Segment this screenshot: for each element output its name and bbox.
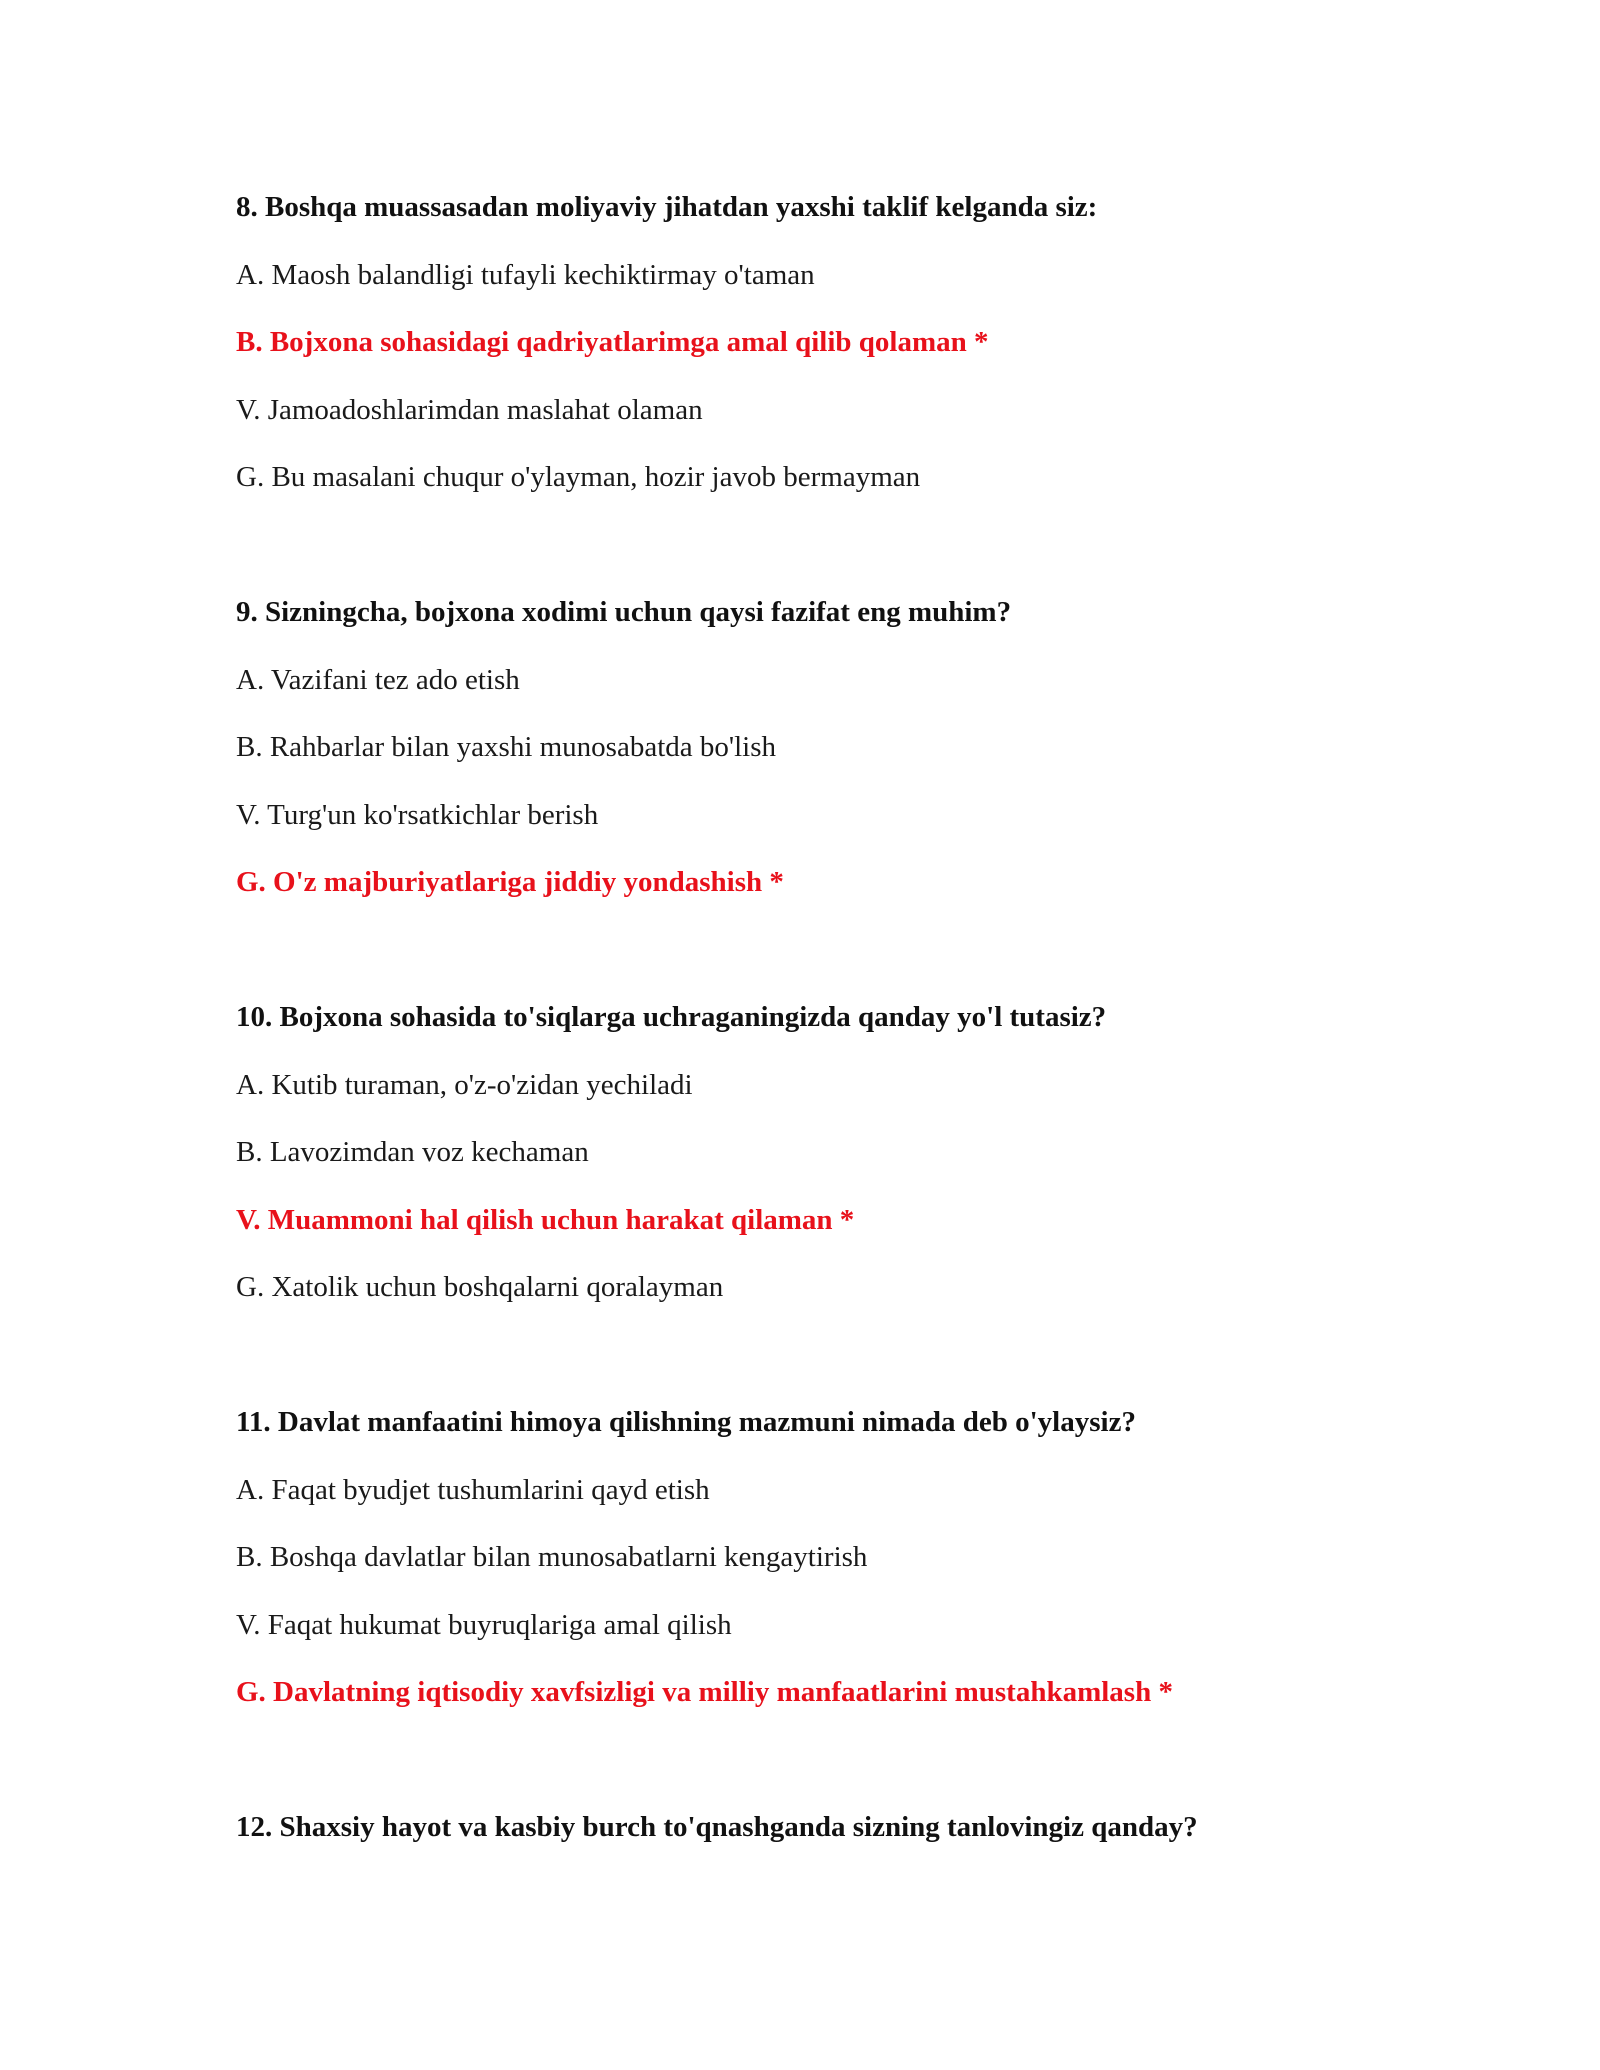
question-8-option-a: A. Maosh balandligi tufayli kechiktirmay o'taman — [236, 259, 815, 291]
question-9-option-a: A. Vazifani tez ado etish — [236, 664, 520, 696]
question-8-option-g: G. Bu masalani chuqur o'ylayman, hozir javob bermayman — [236, 461, 921, 493]
question-10-option-v-correct: V. Muammoni hal qilish uchun harakat qilaman * — [236, 1204, 855, 1236]
question-8-option-b-correct: B. Bojxona sohasidagi qadriyatlarimga amal qilib qolaman * — [236, 326, 989, 358]
question-8-option-v: V. Jamoadoshlarimdan maslahat olaman — [236, 394, 703, 426]
question-11-option-a: A. Faqat byudjet tushumlarini qayd etish — [236, 1474, 710, 1506]
question-11-option-g-correct: G. Davlatning iqtisodiy xavfsizligi va milliy manfaatlarini mustahkamlash * — [236, 1676, 1173, 1708]
question-9-option-g-correct: G. O'z majburiyatlariga jiddiy yondashish * — [236, 866, 784, 898]
question-10-option-g: G. Xatolik uchun boshqalarni qoralayman — [236, 1271, 724, 1303]
question-10-option-b: B. Lavozimdan voz kechaman — [236, 1136, 589, 1168]
question-8-text: 8. Boshqa muassasadan moliyaviy jihatdan yaxshi taklif kelganda siz: — [236, 191, 1098, 223]
question-9-text: 9. Sizningcha, bojxona xodimi uchun qaysi fazifat eng muhim? — [236, 596, 1012, 628]
question-12-text: 12. Shaxsiy hayot va kasbiy burch to'qnashganda sizning tanlovingiz qanday? — [236, 1811, 1198, 1843]
question-9-option-b: B. Rahbarlar bilan yaxshi munosabatda bo'lish — [236, 731, 777, 763]
question-10-option-a: A. Kutib turaman, o'z-o'zidan yechiladi — [236, 1069, 693, 1101]
question-11-option-b: B. Boshqa davlatlar bilan munosabatlarni kengaytirish — [236, 1541, 868, 1573]
question-11-text: 11. Davlat manfaatini himoya qilishning mazmuni nimada deb o'ylaysiz? — [236, 1406, 1136, 1438]
question-10-text: 10. Bojxona sohasida to'siqlarga uchraganingizda qanday yo'l tutasiz? — [236, 1001, 1107, 1033]
question-11-option-v: V. Faqat hukumat buyruqlariga amal qilish — [236, 1609, 732, 1641]
question-9-option-v: V. Turg'un ko'rsatkichlar berish — [236, 799, 599, 831]
